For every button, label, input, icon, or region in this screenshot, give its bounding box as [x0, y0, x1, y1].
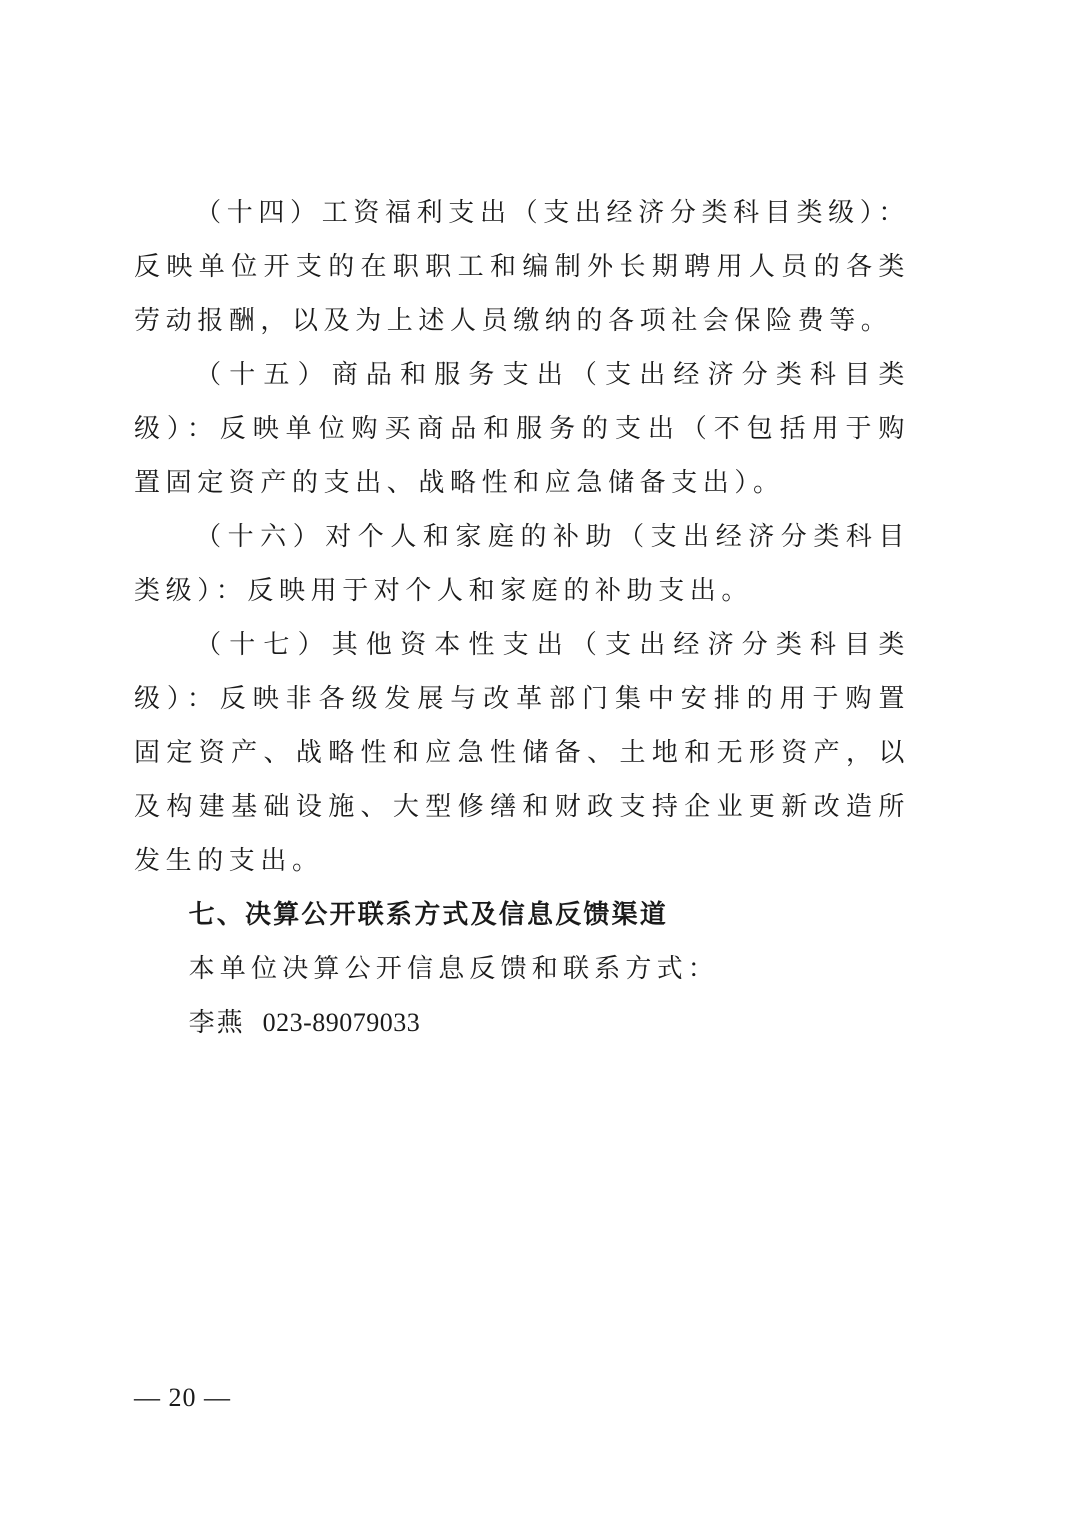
document-body: [134, 186, 910, 1050]
paragraph-goods-services: [134, 348, 910, 510]
paragraph-text: 反映单位购买商品和服务的支出（不包括用于购置固定资产的支出、战略性和应急储备支出）。: [134, 414, 910, 498]
paragraph-text: 反映用于对个人和家庭的补助支出。: [247, 576, 754, 606]
paragraph-text: 反映非各级发展与改革部门集中安排的用于购置固定资产、战略性和应急性储备、土地和无形资产，以及构建基础设施、大型修缮和财政支持企业更新改造所发生的支出。: [134, 684, 910, 876]
paragraph-text: 反映单位开支的在职职工和编制外长期聘用人员的各类劳动报酬，以及为上述人员缴纳的各项社会保险费等。: [134, 252, 910, 336]
contact-phone: 023-89079033: [262, 1008, 421, 1037]
contact-name: 李燕: [188, 1008, 245, 1038]
paragraph-label: （十七）其他资本性支出（支出经济分类科目类级）：: [134, 630, 910, 714]
paragraph-household-subsidy: [134, 510, 910, 618]
paragraph-wage-welfare: [134, 186, 910, 348]
section-heading: 七、决算公开联系方式及信息反馈渠道: [188, 900, 668, 930]
contact-line: [134, 996, 910, 1050]
paragraph-label: （十五）商品和服务支出（支出经济分类科目类级）：: [134, 360, 910, 444]
page-number: — 20 —: [134, 1383, 231, 1412]
paragraph-label: （十四）工资福利支出（支出经济分类科目类级）：: [195, 198, 910, 228]
paragraph-label: （十六）对个人和家庭的补助（支出经济分类科目类级）：: [134, 522, 910, 606]
section-intro: 本单位决算公开信息反馈和联系方式：: [188, 954, 719, 984]
paragraph-other-capital: [134, 618, 910, 888]
